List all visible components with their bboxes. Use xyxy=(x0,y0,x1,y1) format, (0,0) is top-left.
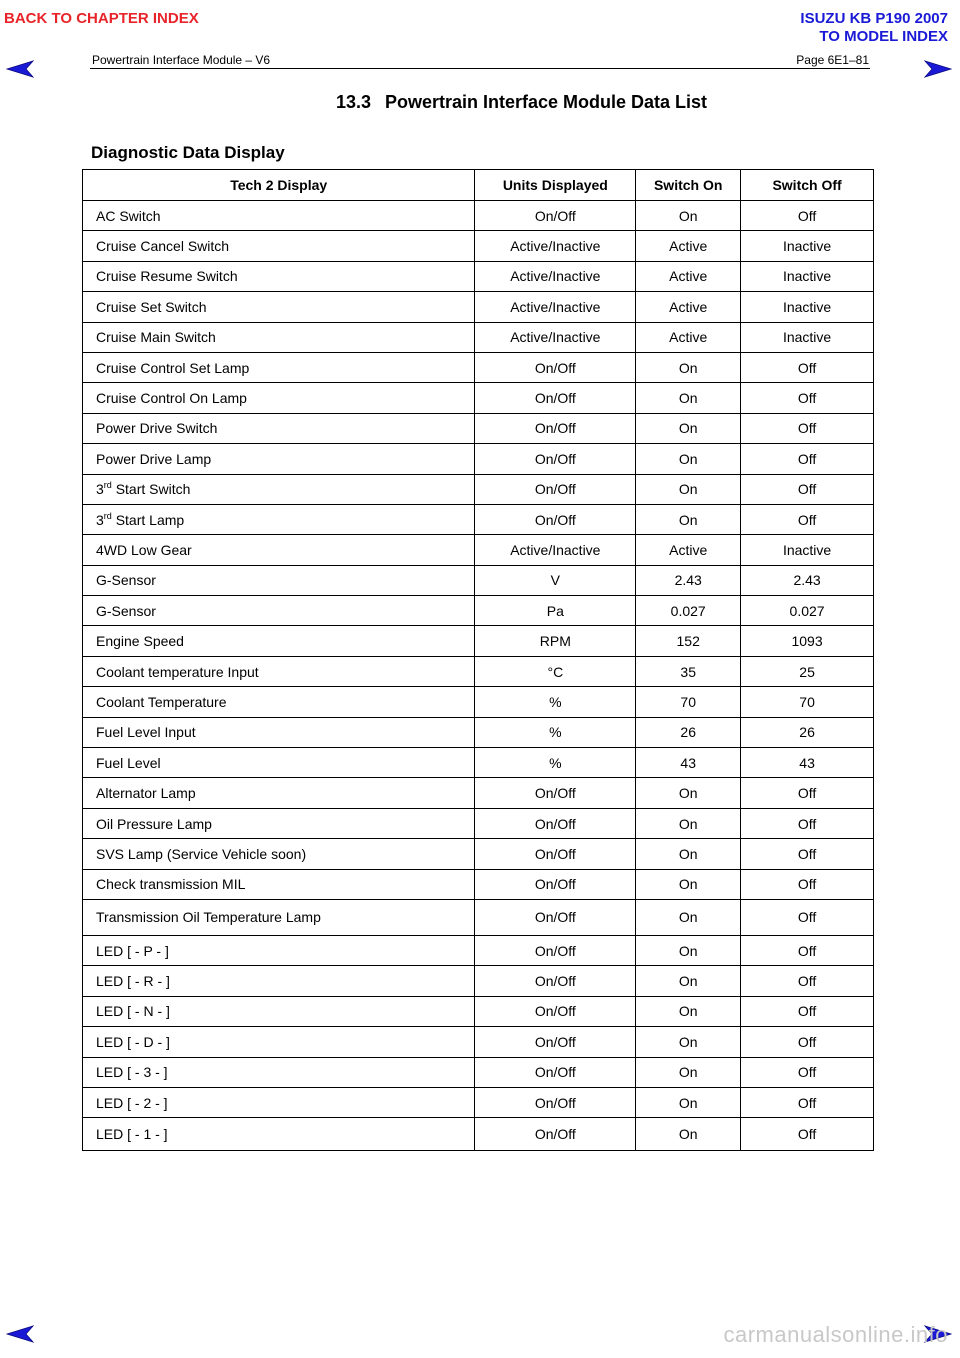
cell-switch-on: On xyxy=(636,413,741,443)
cell-units: On/Off xyxy=(475,444,636,474)
cell-switch-off: Off xyxy=(741,839,874,869)
cell-display: Cruise Control On Lamp xyxy=(83,383,475,413)
page-number: Page 6E1–81 xyxy=(796,53,869,67)
cell-units: On/Off xyxy=(475,899,636,935)
cell-switch-on: Active xyxy=(636,535,741,565)
cell-units: Active/Inactive xyxy=(475,322,636,352)
cell-display-number: 3 xyxy=(96,481,104,498)
cell-switch-on: On xyxy=(636,201,741,231)
cell-switch-off: 0.027 xyxy=(741,596,874,626)
cell-switch-on: 152 xyxy=(636,626,741,656)
cell-switch-on: On xyxy=(636,1087,741,1117)
model-title[interactable]: ISUZU KB P190 2007 xyxy=(800,10,948,27)
cell-units: Active/Inactive xyxy=(475,261,636,291)
cell-switch-off: Inactive xyxy=(741,322,874,352)
table-row xyxy=(83,261,874,291)
table-row xyxy=(83,966,874,996)
cell-display: Fuel Level Input xyxy=(83,717,475,747)
table-row xyxy=(83,717,874,747)
cell-display xyxy=(83,474,475,504)
cell-switch-on: Active xyxy=(636,322,741,352)
table-row xyxy=(83,656,874,686)
cell-units: °C xyxy=(475,656,636,686)
diagnostic-data-table xyxy=(82,169,874,1151)
cell-display: Fuel Level xyxy=(83,748,475,778)
cell-switch-off: Off xyxy=(741,474,874,504)
cell-switch-on: On xyxy=(636,869,741,899)
cell-switch-on: Active xyxy=(636,292,741,322)
cell-units: On/Off xyxy=(475,201,636,231)
cell-switch-off: Off xyxy=(741,778,874,808)
cell-units: On/Off xyxy=(475,966,636,996)
cell-display: 4WD Low Gear xyxy=(83,535,475,565)
cell-switch-off: Off xyxy=(741,1087,874,1117)
cell-display: Cruise Main Switch xyxy=(83,322,475,352)
cell-units: V xyxy=(475,565,636,595)
cell-switch-on: On xyxy=(636,504,741,534)
cell-switch-on: Active xyxy=(636,261,741,291)
section-heading xyxy=(0,92,960,113)
table-row xyxy=(83,292,874,322)
table-row xyxy=(83,996,874,1026)
cell-units: On/Off xyxy=(475,1087,636,1117)
cell-switch-on: 2.43 xyxy=(636,565,741,595)
cell-display: Oil Pressure Lamp xyxy=(83,808,475,838)
cell-display: Cruise Resume Switch xyxy=(83,261,475,291)
cell-switch-on: 0.027 xyxy=(636,596,741,626)
cell-display: Cruise Cancel Switch xyxy=(83,231,475,261)
cell-units: Pa xyxy=(475,596,636,626)
previous-page-arrow-icon[interactable] xyxy=(6,60,34,78)
previous-page-arrow-bottom-icon[interactable] xyxy=(6,1325,34,1343)
cell-switch-off: Inactive xyxy=(741,231,874,261)
cell-switch-on: Active xyxy=(636,231,741,261)
cell-display: LED [ - N - ] xyxy=(83,996,475,1026)
cell-switch-on: On xyxy=(636,1118,741,1151)
cell-switch-on: On xyxy=(636,1057,741,1087)
section-title: Powertrain Interface Module Data List xyxy=(384,92,708,112)
cell-switch-on: On xyxy=(636,444,741,474)
cell-switch-off: 26 xyxy=(741,717,874,747)
table-row xyxy=(83,383,874,413)
cell-switch-off: Off xyxy=(741,935,874,965)
cell-units: Active/Inactive xyxy=(475,292,636,322)
cell-switch-off: Off xyxy=(741,1118,874,1151)
table-row xyxy=(83,444,874,474)
cell-units: On/Off xyxy=(475,1057,636,1087)
cell-units: RPM xyxy=(475,626,636,656)
cell-switch-on: 26 xyxy=(636,717,741,747)
cell-switch-off: Inactive xyxy=(741,292,874,322)
cell-units: On/Off xyxy=(475,839,636,869)
cell-units: On/Off xyxy=(475,778,636,808)
table-row xyxy=(83,778,874,808)
cell-units: On/Off xyxy=(475,996,636,1026)
table-row xyxy=(83,231,874,261)
cell-switch-off: Off xyxy=(741,383,874,413)
table-row xyxy=(83,935,874,965)
cell-units: On/Off xyxy=(475,1027,636,1057)
cell-display: LED [ - D - ] xyxy=(83,1027,475,1057)
table-row xyxy=(83,748,874,778)
table-row xyxy=(83,1057,874,1087)
cell-switch-on: On xyxy=(636,352,741,382)
model-index-link[interactable] xyxy=(800,10,948,46)
cell-display: Alternator Lamp xyxy=(83,778,475,808)
table-row xyxy=(83,869,874,899)
cell-switch-on: 43 xyxy=(636,748,741,778)
cell-display: AC Switch xyxy=(83,201,475,231)
cell-units: On/Off xyxy=(475,1118,636,1151)
to-model-index[interactable]: TO MODEL INDEX xyxy=(819,28,948,45)
table-row xyxy=(83,504,874,534)
cell-display: Cruise Control Set Lamp xyxy=(83,352,475,382)
table-row xyxy=(83,1087,874,1117)
cell-display: Cruise Set Switch xyxy=(83,292,475,322)
cell-units: On/Off xyxy=(475,935,636,965)
cell-display: SVS Lamp (Service Vehicle soon) xyxy=(83,839,475,869)
table-row xyxy=(83,565,874,595)
cell-units: % xyxy=(475,687,636,717)
cell-switch-on: On xyxy=(636,1027,741,1057)
cell-switch-off: 2.43 xyxy=(741,565,874,595)
table-row xyxy=(83,352,874,382)
next-page-arrow-icon[interactable] xyxy=(924,60,952,78)
cell-switch-off: Off xyxy=(741,1057,874,1087)
cell-switch-on: On xyxy=(636,383,741,413)
cell-switch-off: Off xyxy=(741,413,874,443)
cell-switch-on: On xyxy=(636,778,741,808)
table-row xyxy=(83,808,874,838)
cell-switch-off: Off xyxy=(741,966,874,996)
cell-switch-on: On xyxy=(636,966,741,996)
column-header-display: Tech 2 Display xyxy=(83,170,475,201)
column-header-units: Units Displayed xyxy=(475,170,636,201)
cell-switch-off: Off xyxy=(741,1027,874,1057)
cell-units: On/Off xyxy=(475,352,636,382)
cell-switch-off: Off xyxy=(741,808,874,838)
table-row xyxy=(83,1118,874,1151)
cell-display: Check transmission MIL xyxy=(83,869,475,899)
cell-switch-on: On xyxy=(636,996,741,1026)
cell-switch-off: Off xyxy=(741,201,874,231)
cell-units: On/Off xyxy=(475,808,636,838)
cell-display: Engine Speed xyxy=(83,626,475,656)
cell-switch-on: On xyxy=(636,839,741,869)
cell-switch-off: 25 xyxy=(741,656,874,686)
cell-switch-off: Off xyxy=(741,869,874,899)
cell-switch-off: Off xyxy=(741,996,874,1026)
cell-switch-on: On xyxy=(636,935,741,965)
cell-display: LED [ - 1 - ] xyxy=(83,1118,475,1151)
section-number: 13.3 xyxy=(335,92,371,112)
column-header-switch-on: Switch On xyxy=(636,170,741,201)
table-row xyxy=(83,596,874,626)
table-row xyxy=(83,201,874,231)
cell-display xyxy=(83,504,475,534)
cell-display: LED [ - R - ] xyxy=(83,966,475,996)
table-row xyxy=(83,1027,874,1057)
cell-units: On/Off xyxy=(475,504,636,534)
cell-switch-on: On xyxy=(636,808,741,838)
table-row xyxy=(83,535,874,565)
cell-units: On/Off xyxy=(475,383,636,413)
cell-display: Power Drive Switch xyxy=(83,413,475,443)
cell-display: Power Drive Lamp xyxy=(83,444,475,474)
cell-units: % xyxy=(475,748,636,778)
cell-units: % xyxy=(475,717,636,747)
table-row xyxy=(83,839,874,869)
cell-switch-on: 35 xyxy=(636,656,741,686)
cell-display: G-Sensor xyxy=(83,565,475,595)
header-divider xyxy=(90,68,870,69)
cell-display-rest: Start Switch xyxy=(111,481,191,498)
column-header-switch-off: Switch Off xyxy=(741,170,874,201)
cell-display-rest: Start Lamp xyxy=(111,511,185,528)
table-row xyxy=(83,899,874,935)
cell-display: Coolant Temperature xyxy=(83,687,475,717)
cell-display: LED [ - P - ] xyxy=(83,935,475,965)
cell-display: Coolant temperature Input xyxy=(83,656,475,686)
cell-switch-off: Off xyxy=(741,899,874,935)
cell-switch-off: 43 xyxy=(741,748,874,778)
subsection-heading: Diagnostic Data Display xyxy=(91,143,285,162)
cell-switch-off: Inactive xyxy=(741,535,874,565)
cell-switch-off: 1093 xyxy=(741,626,874,656)
back-to-chapter-index-link[interactable]: BACK TO CHAPTER INDEX xyxy=(4,10,199,27)
cell-switch-off: Off xyxy=(741,352,874,382)
watermark: carmanualsonline.info xyxy=(723,1322,948,1347)
cell-display-number: 3 xyxy=(96,511,104,528)
cell-switch-on: 70 xyxy=(636,687,741,717)
cell-switch-on: On xyxy=(636,474,741,504)
cell-display-superscript: rd xyxy=(103,480,112,491)
cell-switch-off: 70 xyxy=(741,687,874,717)
cell-display-superscript: rd xyxy=(103,510,112,521)
cell-display: Transmission Oil Temperature Lamp xyxy=(83,899,475,935)
cell-switch-off: Off xyxy=(741,504,874,534)
table-row xyxy=(83,626,874,656)
table-row xyxy=(83,687,874,717)
cell-display: G-Sensor xyxy=(83,596,475,626)
table-row xyxy=(83,474,874,504)
cell-display: LED [ - 2 - ] xyxy=(83,1087,475,1117)
table-row xyxy=(83,413,874,443)
running-header-title: Powertrain Interface Module – V6 xyxy=(92,53,271,67)
cell-units: On/Off xyxy=(475,474,636,504)
cell-units: On/Off xyxy=(475,869,636,899)
cell-switch-on: On xyxy=(636,899,741,935)
cell-units: Active/Inactive xyxy=(475,535,636,565)
table-row xyxy=(83,322,874,352)
cell-display: LED [ - 3 - ] xyxy=(83,1057,475,1087)
cell-units: Active/Inactive xyxy=(475,231,636,261)
cell-switch-off: Off xyxy=(741,444,874,474)
cell-units: On/Off xyxy=(475,413,636,443)
cell-switch-off: Inactive xyxy=(741,261,874,291)
table-header-row xyxy=(83,170,874,201)
